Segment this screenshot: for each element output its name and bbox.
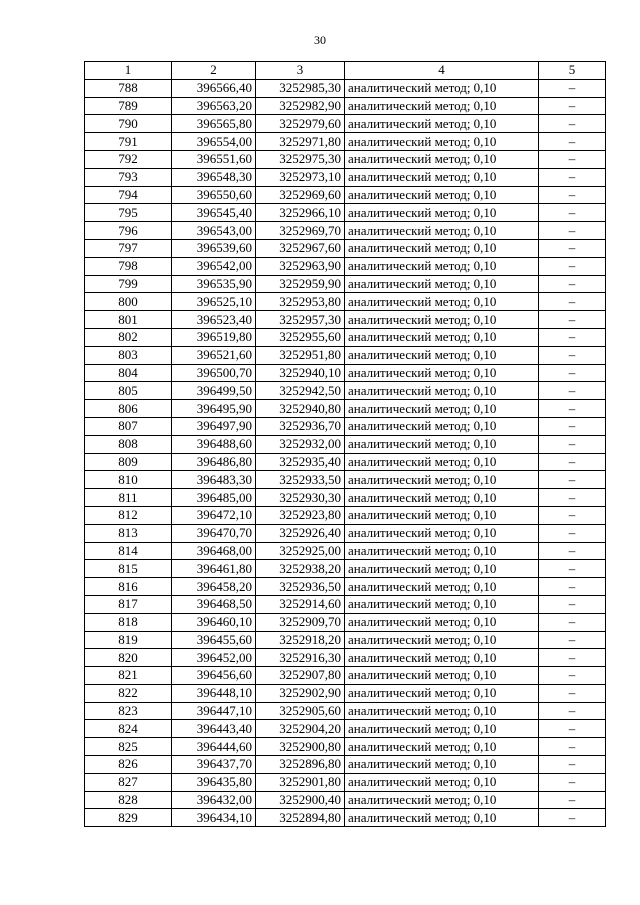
note-cell: –: [539, 239, 606, 257]
x-coordinate-cell: 396565,80: [172, 115, 256, 133]
note-cell: –: [539, 542, 606, 560]
method-accuracy-cell: аналитический метод; 0,10: [345, 631, 539, 649]
x-coordinate-cell: 396461,80: [172, 560, 256, 578]
y-coordinate-cell: 3252904,20: [256, 720, 345, 738]
x-coordinate-cell: 396566,40: [172, 79, 256, 97]
x-coordinate-cell: 396435,80: [172, 773, 256, 791]
x-coordinate-cell: 396434,10: [172, 809, 256, 827]
method-accuracy-cell: аналитический метод; 0,10: [345, 560, 539, 578]
note-cell: –: [539, 382, 606, 400]
method-accuracy-cell: аналитический метод; 0,10: [345, 133, 539, 151]
column-header-5: 5: [539, 62, 606, 80]
point-number-cell: 825: [85, 738, 172, 756]
y-coordinate-cell: 3252932,00: [256, 435, 345, 453]
y-coordinate-cell: 3252959,90: [256, 275, 345, 293]
method-accuracy-cell: аналитический метод; 0,10: [345, 311, 539, 329]
point-number-cell: 797: [85, 239, 172, 257]
point-number-cell: 829: [85, 809, 172, 827]
table-row: [85, 257, 606, 275]
table-row: [85, 720, 606, 738]
point-number-cell: 824: [85, 720, 172, 738]
method-accuracy-cell: аналитический метод; 0,10: [345, 150, 539, 168]
y-coordinate-cell: 3252907,80: [256, 667, 345, 685]
note-cell: –: [539, 150, 606, 168]
point-number-cell: 794: [85, 186, 172, 204]
table-row: [85, 97, 606, 115]
note-cell: –: [539, 346, 606, 364]
note-cell: –: [539, 738, 606, 756]
method-accuracy-cell: аналитический метод; 0,10: [345, 222, 539, 240]
table-row: [85, 471, 606, 489]
method-accuracy-cell: аналитический метод; 0,10: [345, 702, 539, 720]
x-coordinate-cell: 396470,70: [172, 524, 256, 542]
note-cell: –: [539, 133, 606, 151]
table-row: [85, 204, 606, 222]
y-coordinate-cell: 3252916,30: [256, 649, 345, 667]
point-number-cell: 807: [85, 417, 172, 435]
x-coordinate-cell: 396550,60: [172, 186, 256, 204]
x-coordinate-cell: 396452,00: [172, 649, 256, 667]
y-coordinate-cell: 3252942,50: [256, 382, 345, 400]
point-number-cell: 799: [85, 275, 172, 293]
point-number-cell: 792: [85, 150, 172, 168]
x-coordinate-cell: 396545,40: [172, 204, 256, 222]
table-body: [85, 79, 606, 826]
table-row: [85, 453, 606, 471]
column-header-1: 1: [85, 62, 172, 80]
y-coordinate-cell: 3252979,60: [256, 115, 345, 133]
note-cell: –: [539, 471, 606, 489]
point-number-cell: 814: [85, 542, 172, 560]
y-coordinate-cell: 3252925,00: [256, 542, 345, 560]
method-accuracy-cell: аналитический метод; 0,10: [345, 453, 539, 471]
note-cell: –: [539, 791, 606, 809]
column-header-4: 4: [345, 62, 539, 80]
point-number-cell: 826: [85, 756, 172, 774]
table-row: [85, 186, 606, 204]
point-number-cell: 791: [85, 133, 172, 151]
point-number-cell: 813: [85, 524, 172, 542]
method-accuracy-cell: аналитический метод; 0,10: [345, 595, 539, 613]
note-cell: –: [539, 400, 606, 418]
method-accuracy-cell: аналитический метод; 0,10: [345, 809, 539, 827]
point-number-cell: 798: [85, 257, 172, 275]
method-accuracy-cell: аналитический метод; 0,10: [345, 542, 539, 560]
method-accuracy-cell: аналитический метод; 0,10: [345, 649, 539, 667]
method-accuracy-cell: аналитический метод; 0,10: [345, 506, 539, 524]
point-number-cell: 819: [85, 631, 172, 649]
note-cell: –: [539, 79, 606, 97]
table-row: [85, 239, 606, 257]
table-row: [85, 275, 606, 293]
method-accuracy-cell: аналитический метод; 0,10: [345, 791, 539, 809]
y-coordinate-cell: 3252900,80: [256, 738, 345, 756]
page-number: 30: [314, 33, 326, 47]
coordinates-table: [84, 61, 606, 827]
x-coordinate-cell: 396551,60: [172, 150, 256, 168]
method-accuracy-cell: аналитический метод; 0,10: [345, 684, 539, 702]
point-number-cell: 821: [85, 667, 172, 685]
y-coordinate-cell: 3252975,30: [256, 150, 345, 168]
method-accuracy-cell: аналитический метод; 0,10: [345, 97, 539, 115]
x-coordinate-cell: 396455,60: [172, 631, 256, 649]
x-coordinate-cell: 396468,00: [172, 542, 256, 560]
column-header-2: 2: [172, 62, 256, 80]
method-accuracy-cell: аналитический метод; 0,10: [345, 435, 539, 453]
method-accuracy-cell: аналитический метод; 0,10: [345, 524, 539, 542]
note-cell: –: [539, 506, 606, 524]
method-accuracy-cell: аналитический метод; 0,10: [345, 417, 539, 435]
x-coordinate-cell: 396448,10: [172, 684, 256, 702]
point-number-cell: 788: [85, 79, 172, 97]
y-coordinate-cell: 3252930,30: [256, 489, 345, 507]
note-cell: –: [539, 168, 606, 186]
point-number-cell: 800: [85, 293, 172, 311]
y-coordinate-cell: 3252894,80: [256, 809, 345, 827]
table-row: [85, 150, 606, 168]
table-row: [85, 791, 606, 809]
note-cell: –: [539, 97, 606, 115]
method-accuracy-cell: аналитический метод; 0,10: [345, 168, 539, 186]
x-coordinate-cell: 396456,60: [172, 667, 256, 685]
x-coordinate-cell: 396563,20: [172, 97, 256, 115]
x-coordinate-cell: 396497,90: [172, 417, 256, 435]
point-number-cell: 796: [85, 222, 172, 240]
point-number-cell: 795: [85, 204, 172, 222]
point-number-cell: 805: [85, 382, 172, 400]
x-coordinate-cell: 396542,00: [172, 257, 256, 275]
y-coordinate-cell: 3252969,60: [256, 186, 345, 204]
x-coordinate-cell: 396495,90: [172, 400, 256, 418]
note-cell: –: [539, 524, 606, 542]
method-accuracy-cell: аналитический метод; 0,10: [345, 204, 539, 222]
method-accuracy-cell: аналитический метод; 0,10: [345, 293, 539, 311]
x-coordinate-cell: 396447,10: [172, 702, 256, 720]
table-row: [85, 382, 606, 400]
x-coordinate-cell: 396535,90: [172, 275, 256, 293]
x-coordinate-cell: 396485,00: [172, 489, 256, 507]
y-coordinate-cell: 3252933,50: [256, 471, 345, 489]
x-coordinate-cell: 396486,80: [172, 453, 256, 471]
method-accuracy-cell: аналитический метод; 0,10: [345, 613, 539, 631]
table-row: [85, 649, 606, 667]
note-cell: –: [539, 560, 606, 578]
table-row: [85, 435, 606, 453]
method-accuracy-cell: аналитический метод; 0,10: [345, 186, 539, 204]
point-number-cell: 827: [85, 773, 172, 791]
point-number-cell: 793: [85, 168, 172, 186]
method-accuracy-cell: аналитический метод; 0,10: [345, 720, 539, 738]
table-row: [85, 631, 606, 649]
table-row: [85, 133, 606, 151]
table-row: [85, 293, 606, 311]
y-coordinate-cell: 3252969,70: [256, 222, 345, 240]
x-coordinate-cell: 396437,70: [172, 756, 256, 774]
x-coordinate-cell: 396521,60: [172, 346, 256, 364]
y-coordinate-cell: 3252905,60: [256, 702, 345, 720]
note-cell: –: [539, 809, 606, 827]
point-number-cell: 802: [85, 328, 172, 346]
point-number-cell: 790: [85, 115, 172, 133]
point-number-cell: 816: [85, 578, 172, 596]
note-cell: –: [539, 756, 606, 774]
y-coordinate-cell: 3252901,80: [256, 773, 345, 791]
y-coordinate-cell: 3252953,80: [256, 293, 345, 311]
x-coordinate-cell: 396525,10: [172, 293, 256, 311]
x-coordinate-cell: 396472,10: [172, 506, 256, 524]
y-coordinate-cell: 3252896,80: [256, 756, 345, 774]
x-coordinate-cell: 396499,50: [172, 382, 256, 400]
table-row: [85, 311, 606, 329]
table-row: [85, 702, 606, 720]
method-accuracy-cell: аналитический метод; 0,10: [345, 773, 539, 791]
table-row: [85, 79, 606, 97]
note-cell: –: [539, 222, 606, 240]
table-row: [85, 524, 606, 542]
note-cell: –: [539, 293, 606, 311]
x-coordinate-cell: 396519,80: [172, 328, 256, 346]
note-cell: –: [539, 204, 606, 222]
table-row: [85, 738, 606, 756]
note-cell: –: [539, 186, 606, 204]
table-row: [85, 756, 606, 774]
x-coordinate-cell: 396432,00: [172, 791, 256, 809]
table-row: [85, 506, 606, 524]
y-coordinate-cell: 3252967,60: [256, 239, 345, 257]
table-row: [85, 773, 606, 791]
x-coordinate-cell: 396444,60: [172, 738, 256, 756]
point-number-cell: 817: [85, 595, 172, 613]
note-cell: –: [539, 328, 606, 346]
note-cell: –: [539, 453, 606, 471]
header-row: [85, 62, 606, 80]
note-cell: –: [539, 702, 606, 720]
note-cell: –: [539, 115, 606, 133]
point-number-cell: 801: [85, 311, 172, 329]
method-accuracy-cell: аналитический метод; 0,10: [345, 738, 539, 756]
note-cell: –: [539, 275, 606, 293]
x-coordinate-cell: 396539,60: [172, 239, 256, 257]
point-number-cell: 804: [85, 364, 172, 382]
point-number-cell: 789: [85, 97, 172, 115]
method-accuracy-cell: аналитический метод; 0,10: [345, 400, 539, 418]
y-coordinate-cell: 3252923,80: [256, 506, 345, 524]
note-cell: –: [539, 364, 606, 382]
x-coordinate-cell: 396468,50: [172, 595, 256, 613]
table-row: [85, 346, 606, 364]
point-number-cell: 828: [85, 791, 172, 809]
x-coordinate-cell: 396543,00: [172, 222, 256, 240]
table-row: [85, 168, 606, 186]
table-row: [85, 809, 606, 827]
table-row: [85, 489, 606, 507]
note-cell: –: [539, 649, 606, 667]
point-number-cell: 820: [85, 649, 172, 667]
y-coordinate-cell: 3252985,30: [256, 79, 345, 97]
method-accuracy-cell: аналитический метод; 0,10: [345, 257, 539, 275]
note-cell: –: [539, 773, 606, 791]
y-coordinate-cell: 3252935,40: [256, 453, 345, 471]
x-coordinate-cell: 396554,00: [172, 133, 256, 151]
y-coordinate-cell: 3252966,10: [256, 204, 345, 222]
table-row: [85, 542, 606, 560]
x-coordinate-cell: 396483,30: [172, 471, 256, 489]
note-cell: –: [539, 684, 606, 702]
table-row: [85, 578, 606, 596]
y-coordinate-cell: 3252951,80: [256, 346, 345, 364]
method-accuracy-cell: аналитический метод; 0,10: [345, 667, 539, 685]
point-number-cell: 815: [85, 560, 172, 578]
method-accuracy-cell: аналитический метод; 0,10: [345, 364, 539, 382]
method-accuracy-cell: аналитический метод; 0,10: [345, 756, 539, 774]
y-coordinate-cell: 3252914,60: [256, 595, 345, 613]
method-accuracy-cell: аналитический метод; 0,10: [345, 275, 539, 293]
point-number-cell: 808: [85, 435, 172, 453]
point-number-cell: 803: [85, 346, 172, 364]
y-coordinate-cell: 3252936,70: [256, 417, 345, 435]
table-row: [85, 684, 606, 702]
method-accuracy-cell: аналитический метод; 0,10: [345, 346, 539, 364]
table-row: [85, 667, 606, 685]
note-cell: –: [539, 311, 606, 329]
y-coordinate-cell: 3252938,20: [256, 560, 345, 578]
point-number-cell: 812: [85, 506, 172, 524]
table-row: [85, 595, 606, 613]
y-coordinate-cell: 3252963,90: [256, 257, 345, 275]
table-row: [85, 400, 606, 418]
table-row: [85, 222, 606, 240]
note-cell: –: [539, 417, 606, 435]
x-coordinate-cell: 396458,20: [172, 578, 256, 596]
y-coordinate-cell: 3252940,10: [256, 364, 345, 382]
point-number-cell: 811: [85, 489, 172, 507]
method-accuracy-cell: аналитический метод; 0,10: [345, 328, 539, 346]
note-cell: –: [539, 720, 606, 738]
point-number-cell: 822: [85, 684, 172, 702]
note-cell: –: [539, 613, 606, 631]
note-cell: –: [539, 257, 606, 275]
note-cell: –: [539, 435, 606, 453]
x-coordinate-cell: 396443,40: [172, 720, 256, 738]
y-coordinate-cell: 3252973,10: [256, 168, 345, 186]
method-accuracy-cell: аналитический метод; 0,10: [345, 471, 539, 489]
column-header-3: 3: [256, 62, 345, 80]
y-coordinate-cell: 3252957,30: [256, 311, 345, 329]
table-row: [85, 417, 606, 435]
x-coordinate-cell: 396500,70: [172, 364, 256, 382]
point-number-cell: 823: [85, 702, 172, 720]
point-number-cell: 806: [85, 400, 172, 418]
y-coordinate-cell: 3252982,90: [256, 97, 345, 115]
point-number-cell: 818: [85, 613, 172, 631]
note-cell: –: [539, 667, 606, 685]
point-number-cell: 809: [85, 453, 172, 471]
method-accuracy-cell: аналитический метод; 0,10: [345, 79, 539, 97]
y-coordinate-cell: 3252900,40: [256, 791, 345, 809]
method-accuracy-cell: аналитический метод; 0,10: [345, 115, 539, 133]
x-coordinate-cell: 396488,60: [172, 435, 256, 453]
table-row: [85, 613, 606, 631]
note-cell: –: [539, 631, 606, 649]
y-coordinate-cell: 3252926,40: [256, 524, 345, 542]
note-cell: –: [539, 578, 606, 596]
y-coordinate-cell: 3252902,90: [256, 684, 345, 702]
y-coordinate-cell: 3252940,80: [256, 400, 345, 418]
y-coordinate-cell: 3252918,20: [256, 631, 345, 649]
point-number-cell: 810: [85, 471, 172, 489]
method-accuracy-cell: аналитический метод; 0,10: [345, 578, 539, 596]
y-coordinate-cell: 3252936,50: [256, 578, 345, 596]
method-accuracy-cell: аналитический метод; 0,10: [345, 239, 539, 257]
table-row: [85, 328, 606, 346]
y-coordinate-cell: 3252955,60: [256, 328, 345, 346]
note-cell: –: [539, 595, 606, 613]
y-coordinate-cell: 3252909,70: [256, 613, 345, 631]
method-accuracy-cell: аналитический метод; 0,10: [345, 382, 539, 400]
table-row: [85, 364, 606, 382]
x-coordinate-cell: 396548,30: [172, 168, 256, 186]
table-row: [85, 115, 606, 133]
method-accuracy-cell: аналитический метод; 0,10: [345, 489, 539, 507]
y-coordinate-cell: 3252971,80: [256, 133, 345, 151]
x-coordinate-cell: 396523,40: [172, 311, 256, 329]
x-coordinate-cell: 396460,10: [172, 613, 256, 631]
note-cell: –: [539, 489, 606, 507]
table-row: [85, 560, 606, 578]
